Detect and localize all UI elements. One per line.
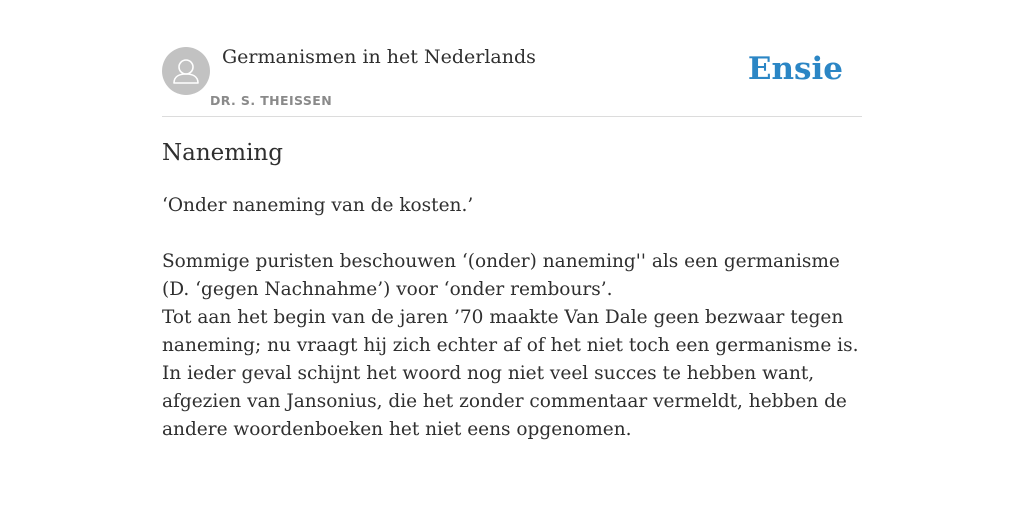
entry-body (162, 192, 862, 444)
author-name[interactable]: DR. S. THEISSEN (210, 93, 333, 108)
entry-title: Naneming (162, 140, 283, 166)
user-icon (162, 47, 210, 95)
paragraph-2: Tot aan het begin van de jaren ’70 maakte Van Dale geen bezwaar tegen naneming; nu vraagt hij zich echter af of het niet toch een germanisme is. In ieder geval schijnt het woord nog niet veel succes te hebben want, afgezien van Jansonius, die het zonder commentaar vermeldt, hebben de andere woordenboeken het niet eens opgenomen. (162, 307, 859, 440)
paragraph-spacer (162, 220, 862, 248)
paragraph-1: Sommige puristen beschouwen ‘(onder) naneming'' als een germanisme (D. ‘gegen Nachnahme’) voor ‘onder rembours’. (162, 251, 840, 300)
ensie-logo[interactable]: Ensie (747, 51, 843, 87)
header (162, 46, 862, 117)
example-sentence: ‘Onder naneming van de kosten.’ (162, 195, 474, 216)
author-avatar[interactable] (162, 47, 210, 95)
book-title[interactable]: Germanismen in het Nederlands (222, 46, 536, 68)
